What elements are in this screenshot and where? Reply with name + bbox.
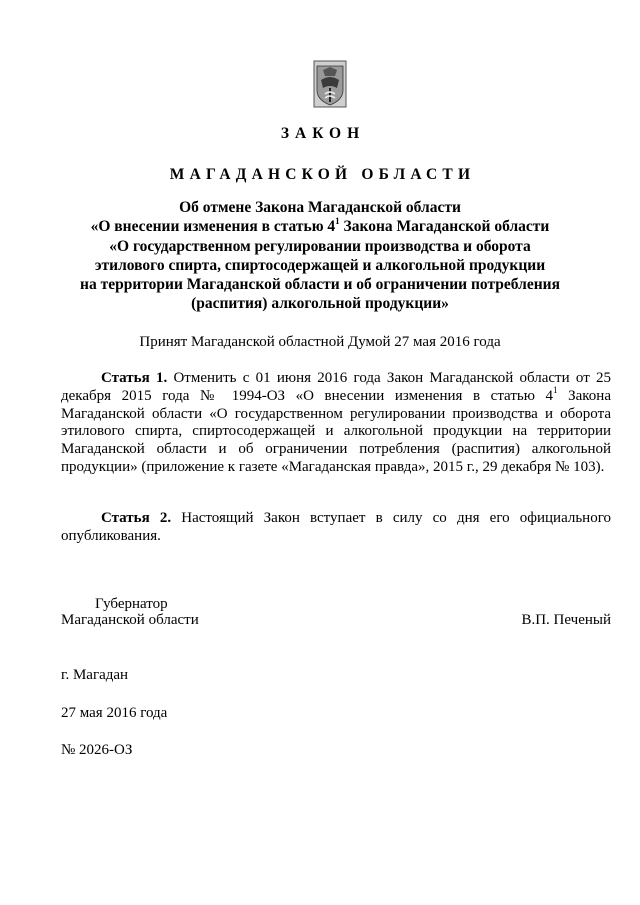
- signing-date: 27 мая 2016 года: [61, 705, 168, 721]
- article-2-label: Статья 2.: [101, 510, 172, 526]
- title-line: «О государственном регулировании производства и оборота: [109, 237, 531, 255]
- law-heading: ЗАКОН: [280, 125, 366, 142]
- article-1-text-cont: Закона Магаданской области «О государственном регулировании производства и оборота этилового спирта, спиртосодержащей и алкогольной продукции на территории Магаданской области и об ограничении потребления (распития) алкогольной продукции» (приложение к газете «Магаданская правда», 2015 г., 29 декабря № 103).: [61, 387, 611, 475]
- article-2-text: Настоящий Закон вступает в силу со дня его официального опубликования.: [61, 510, 611, 544]
- signatory-region: Магаданской области: [61, 612, 199, 628]
- article-2: [61, 510, 611, 546]
- title-line: (распития) алкогольной продукции»: [191, 295, 449, 313]
- title-line: «О внесении изменения в статью $4^1$ Закона Магаданской области: [90, 216, 550, 236]
- signatory-position: Губернатор: [95, 596, 168, 612]
- title-line: этилового спирта, спиртосодержащей и алкогольной продукции: [94, 256, 546, 274]
- law-title: [50, 198, 590, 314]
- adoption-note: Принят Магаданской областной Думой 27 мая 2016 года: [139, 334, 501, 350]
- city: г. Магадан: [61, 667, 129, 683]
- article-1: Статья 1. Отменить с 01 июня 2016 года Закон Магаданской области от 25 декабря 2015 года № 1994-ОЗ «О внесении изменения в статью $4^1$ Закона Магаданской области «О государственном регулировании производства и оборота этилового спирта, спиртосодержащей и алкогольной продукции на территории Магаданской области и об ограничении потребления (распития) алкогольной продукции» (приложение к газете «Магаданская правда», 2015 г., 29 декабря № 103).: [61, 370, 611, 475]
- article-1-text: Отменить с 01 июня 2016 года Закон Магаданской области от 25 декабря 2015 года № 1994-ОЗ «О внесении изменения в статью 4: [61, 370, 611, 404]
- title-line: на территории Магаданской области и об ограничении потребления: [80, 276, 560, 294]
- law-number: № 2026-ОЗ: [61, 742, 133, 758]
- title-line: Об отмене Закона Магаданской области: [179, 199, 461, 216]
- region-heading: МАГАДАНСКОЙ ОБЛАСТИ: [169, 166, 476, 183]
- signatory-name: В.П. Печеный: [521, 612, 611, 628]
- coat-of-arms-icon: [313, 60, 347, 108]
- article-1-label: Статья 1.: [101, 370, 168, 386]
